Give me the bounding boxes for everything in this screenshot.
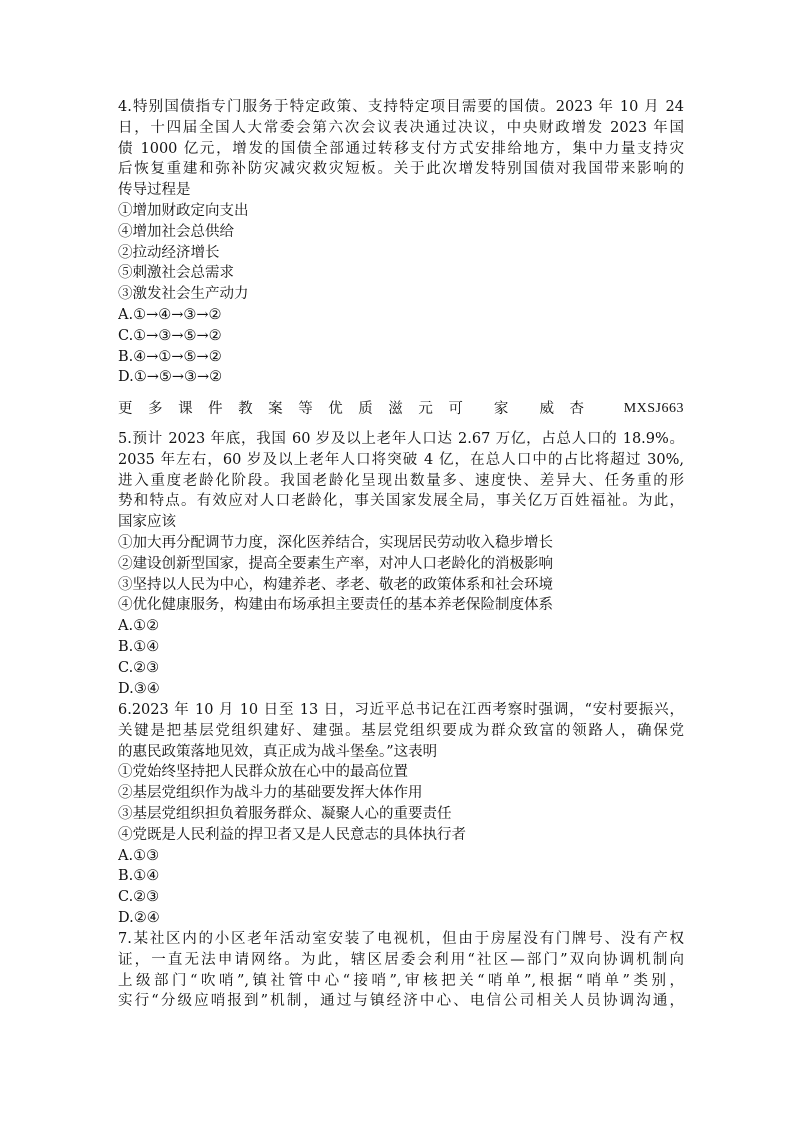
q6-item: ①党始终坚持把人民群众放在心中的最高位置	[118, 764, 408, 781]
q4-option-d: D.①→⑤→③→②	[118, 369, 223, 386]
q6-item: ④党既是人民利益的捍卫者又是人民意志的具体执行者	[118, 826, 466, 843]
q5-option-d: D.③④	[118, 680, 160, 697]
promo-char: 可	[448, 401, 463, 417]
q4-item: ⑤刺激社会总需求	[118, 265, 234, 282]
promo-char: 威	[539, 401, 554, 417]
promo-char: 教	[238, 401, 253, 417]
question-7	[118, 929, 684, 1012]
q4-option-a: A.①→④→③→②	[118, 306, 222, 323]
q5-option-c: C.②③	[118, 659, 160, 676]
q4-item: ④增加社会总供给	[118, 223, 234, 240]
q5-stem-line: 2035 年左右，60 岁及以上老年人口将突破 4 亿，在总人口中的占比将超过 30%,	[118, 451, 684, 468]
promo-line	[118, 398, 684, 420]
q4-stem-line: 债 1000 亿元，增发的国债全部通过转移支付方式安排给地方，集中力量支持灾	[118, 140, 684, 157]
q5-stem-line: 国家应该	[118, 514, 176, 531]
promo-code: MXSJ663	[623, 401, 684, 416]
q6-option-a: A.①③	[118, 847, 160, 864]
q4-stem-line: 传导过程是	[118, 182, 191, 199]
question-4	[118, 97, 684, 388]
q4-stem-line: 4.特别国债指专门服务于特定政策、支持特定项目需要的国债。2023 年 10 月 24	[118, 99, 684, 115]
promo-char: 元	[418, 401, 433, 417]
q5-stem-line: 进入重度老龄化阶段。我国老龄化呈现出数量多、速度快、差异大、任务重的形	[118, 472, 684, 489]
q5-option-a: A.①②	[118, 618, 160, 635]
q4-item: ②拉动经济增长	[118, 244, 220, 261]
question-6	[118, 700, 684, 929]
promo-char: 优	[328, 401, 343, 417]
promo-char: 等	[298, 401, 313, 417]
q7-stem-line: 上级部门“吹哨”,镇社管中心“接哨”,审核把关“哨单”,根据“哨单”类别，	[118, 972, 684, 989]
q7-stem-line: 实行“分级应哨报到”机制，通过与镇经济中心、电信公司相关人员协调沟通，	[118, 993, 684, 1010]
promo-char: 多	[148, 401, 163, 417]
promo-char: 课	[178, 401, 193, 417]
q6-item: ③基层党组织担负着服务群众、凝聚人心的重要责任	[118, 805, 452, 822]
q5-item: ①加大再分配调节力度，深化医养结合，实现居民劳动收入稳步增长	[118, 534, 553, 551]
promo-char: 案	[268, 401, 283, 417]
q6-item: ②基层党组织作为战斗力的基础要发挥大体作用	[118, 785, 423, 802]
q7-stem-line: 证，一直无法申请网络。为此，辖区居委会利用“社区—部门”双向协调机制向	[118, 951, 684, 968]
promo-char: 滋	[388, 401, 403, 417]
q6-option-b: B.①④	[118, 868, 160, 885]
q4-item: ①增加财政定向支出	[118, 202, 249, 219]
q6-option-d: D.②④	[118, 909, 160, 926]
q5-option-b: B.①④	[118, 638, 160, 655]
promo-char: 更	[118, 401, 133, 417]
q5-item: ④优化健康服务，构建由布场承担主要责任的基本养老保险制度体系	[118, 597, 553, 614]
promo-char: 件	[208, 401, 223, 417]
q5-item: ③坚持以人民为中心，构建养老、孝老、敬老的政策体系和社会环境	[118, 576, 553, 593]
q6-stem-line: 的惠民政策落地见效，真正成为战斗堡垒。”这表明	[118, 743, 438, 760]
q6-stem-line: 6.2023 年 10 月 10 日至 13 日，习近平总书记在江西考察时强调，“安村要振兴，	[118, 702, 684, 718]
q4-stem-line: 后恢复重建和弥补防灾减灾救灾短板。关于此次增发特别国债对我国带来影响的	[118, 161, 684, 178]
q4-item: ③激发社会生产动力	[118, 286, 249, 303]
promo-char: 杏	[569, 401, 584, 417]
q7-stem-line: 7.某社区内的小区老年活动室安装了电视机，但由于房屋没有门牌号、没有产权	[118, 931, 684, 947]
q6-stem-line: 关键是把基层党组织建好、建强。基层党组织要成为群众致富的领路人，确保党	[118, 722, 684, 739]
q4-option-b: B.④→①→⑤→②	[118, 348, 222, 365]
promo-char: 家	[493, 401, 509, 417]
promo-char: 质	[358, 401, 373, 417]
question-5	[118, 429, 684, 699]
promo-text	[118, 398, 596, 420]
q6-option-c: C.②③	[118, 889, 160, 906]
q4-option-c: C.①→③→⑤→②	[118, 327, 222, 344]
q5-stem-line: 5.预计 2023 年底，我国 60 岁及以上老年人口达 2.67 万亿，占总人口的 18.9%。	[118, 431, 684, 447]
q4-stem-line: 日，十四届全国人大常委会第六次会议表决通过决议，中央财政增发 2023 年国	[118, 119, 684, 136]
q5-stem-line: 势和特点。有效应对人口老龄化，事关国家发展全局，事关亿万百姓福祉。为此，	[118, 493, 684, 510]
q5-item: ②建设创新型国家，提高全要素生产率，对冲人口老龄化的消极影响	[118, 555, 553, 572]
